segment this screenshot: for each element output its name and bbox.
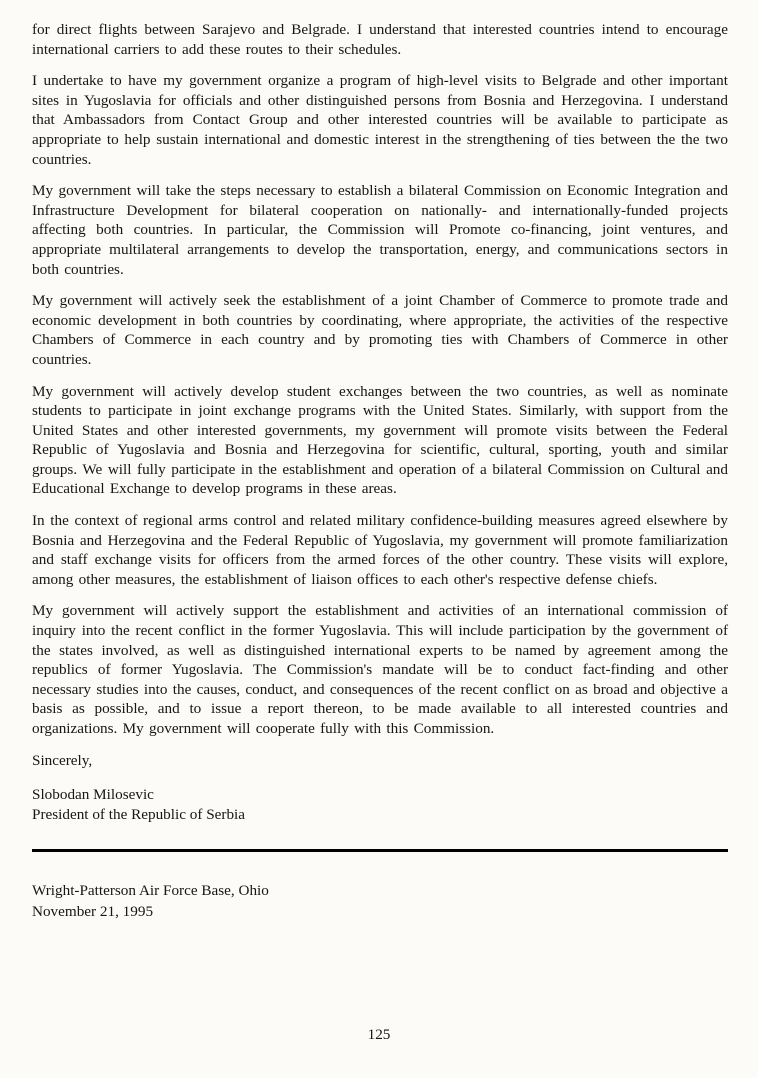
paragraph: for direct flights between Sarajevo and Belgrade. I understand that interested countries intend to encourage international carriers to add these routes to their schedules. [32,21,728,58]
signature-block [32,785,728,825]
closing: Sincerely, [32,751,93,769]
divider-line [32,849,728,852]
paragraph: My government will actively develop student exchanges between the two countries, as well as nominate students to participate in joint exchange programs with the United States. Similarly, with support from the United States and other interested governments, my government will promote visits between the Federal Republic of Yugoslavia and Bosnia and Herzegovina for scientific, cultural, sporting, youth and similar groups. We will fully participate in the establishment and operation of a bilateral Commission on Cultural and Educational Exchange to develop programs in these areas. [32,382,728,498]
signature-title: President of the Republic of Serbia [32,806,245,824]
paragraph: I undertake to have my government organize a program of high-level visits to Belgrade and other important sites in Yugoslavia for officials and other distinguished persons from Bosnia and Herzegovina. I understand that Ambassadors from Contact Group and other interested countries will be available to participate as appropriate to help sustain international and domestic interest in the strengthening of ties between the the two countries. [32,72,728,168]
paragraph: My government will actively seek the establishment of a joint Chamber of Commerce to promote trade and economic development in both countries by coordinating, where appropriate, the activities of the respective Chambers of Commerce in each country and by promoting ties with Chambers of Commerce in other countries. [32,292,728,368]
signature-name: Slobodan Milosevic [32,786,154,804]
dateline-block [32,880,728,922]
page-number: 125 [367,1026,391,1043]
paragraph: In the context of regional arms control and related military confidence-building measures agreed elsewhere by Bosnia and Herzegovina and the Federal Republic of Yugoslavia, my government will promote familiarization and staff exchange visits for officers from the armed forces of the other country. These visits will explore, among other measures, the establishment of liaison offices to each other's respective defense chiefs. [32,512,728,588]
paragraph: My government will actively support the establishment and activities of an international commission of inquiry into the recent conflict in the former Yugoslavia. This will include participation by the government of the states involved, as well as distinguished international experts to be named by agreement among the republics of former Yugoslavia. The Commission's mandate will be to conduct fact-finding and other necessary studies into the causes, conduct, and consequences of the recent conflict on as broad and objective a basis as possible, and to issue a report thereon, to be made available to all interested countries and organizations. My government will cooperate fully with this Commission. [32,602,728,737]
letter-body [32,20,728,739]
location: Wright-Patterson Air Force Base, Ohio [32,882,269,900]
paragraph: My government will take the steps necessary to establish a bilateral Commission on Economic Integration and Infrastructure Development for bilateral cooperation on nationally- and internationally-funded projects affecting both countries. In particular, the Commission will Promote co-financing, joint ventures, and appropriate multilateral arrangements to develop the transportation, energy, and communications sectors in both countries. [32,182,728,278]
date: November 21, 1995 [32,903,154,921]
